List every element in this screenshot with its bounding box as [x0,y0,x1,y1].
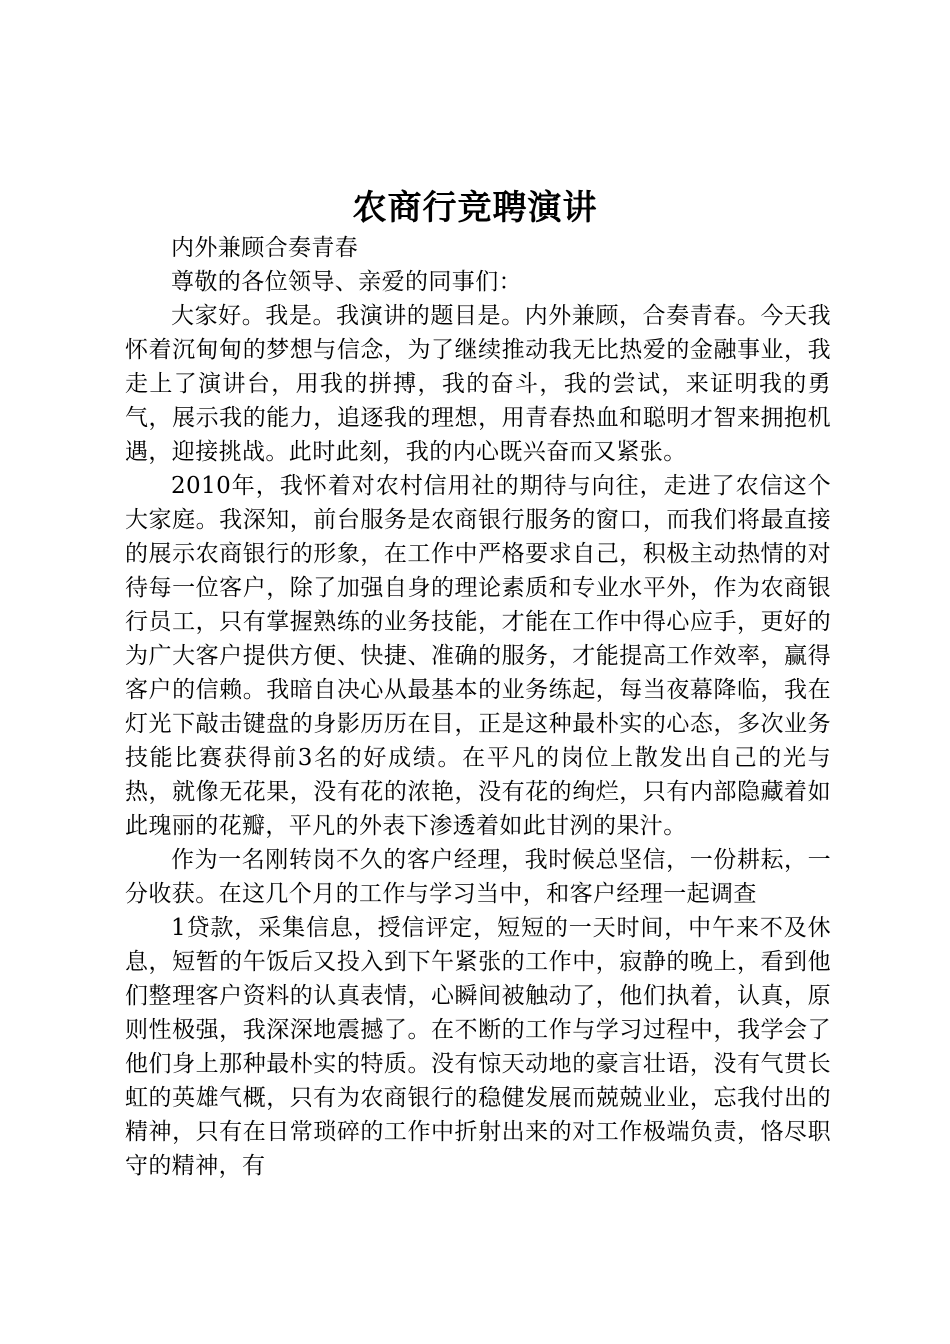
document-body [125,231,831,1183]
paragraph-salutation: 尊敬的各位领导、亲爱的同事们： [171,269,522,295]
document-title: 农商行竞聘演讲 [352,188,598,228]
paragraph-intro: 大家好。我是。我演讲的题目是。内外兼顾，合奏青春。今天我怀着沉甸甸的梦想与信念，为了继续推动我无比热爱的金融事业，我走上了演讲台，用我的拼搏，我的奋斗，我的尝试，来证明我的勇气，展示我的能力，追逐我的理想，用青春热血和聪明才智来拥抱机遇，迎接挑战。此时此刻，我的内心既兴奋而又紧张。 [125,303,831,465]
paragraph-subtitle: 内外兼顾合奏青春 [171,235,359,261]
paragraph-loans: 1贷款，采集信息，授信评定，短短的一天时间，中午来不及休息，短暂的午饭后又投入到下午紧张的工作中，寂静的晚上，看到他们整理客户资料的认真表情，心瞬间被触动了，他们执着，认真，原则性极强，我深深地震撼了。在不断的工作与学习过程中，我学会了他们身上那种最朴实的特质。没有惊天动地的豪言壮语，没有气贯长虹的英雄气概，只有为农商银行的稳健发展而兢兢业业，忘我付出的精神，只有在日常琐碎的工作中折射出来的对工作极端负责，恪尽职守的精神，有 [125,915,831,1179]
paragraph-2010: 2010年，我怀着对农村信用社的期待与向往，走进了农信这个大家庭。我深知，前台服务是农商银行服务的窗口，而我们将最直接的展示农商银行的形象，在工作中严格要求自己，积极主动热情的对待每一位客户，除了加强自身的理论素质和专业水平外，作为农商银行员工，只有掌握熟练的业务技能，才能在工作中得心应手，更好的为广大客户提供方便、快捷、准确的服务，才能提高工作效率，赢得客户的信赖。我暗自决心从最基本的业务练起，每当夜幕降临，我在灯光下敲击键盘的身影历历在目，正是这种最朴实的心态，多次业务技能比赛获得前3名的好成绩。在平凡的岗位上散发出自己的光与热，就像无花果，没有花的浓艳，没有花的绚烂，只有内部隐藏着如此瑰丽的花瓣，平凡的外表下渗透着如此甘洌的果汁。 [125,473,831,839]
paragraph-account-manager: 作为一名刚转岗不久的客户经理，我时候总坚信，一份耕耘，一分收获。在这几个月的工作与学习当中，和客户经理一起调查 [125,847,831,907]
